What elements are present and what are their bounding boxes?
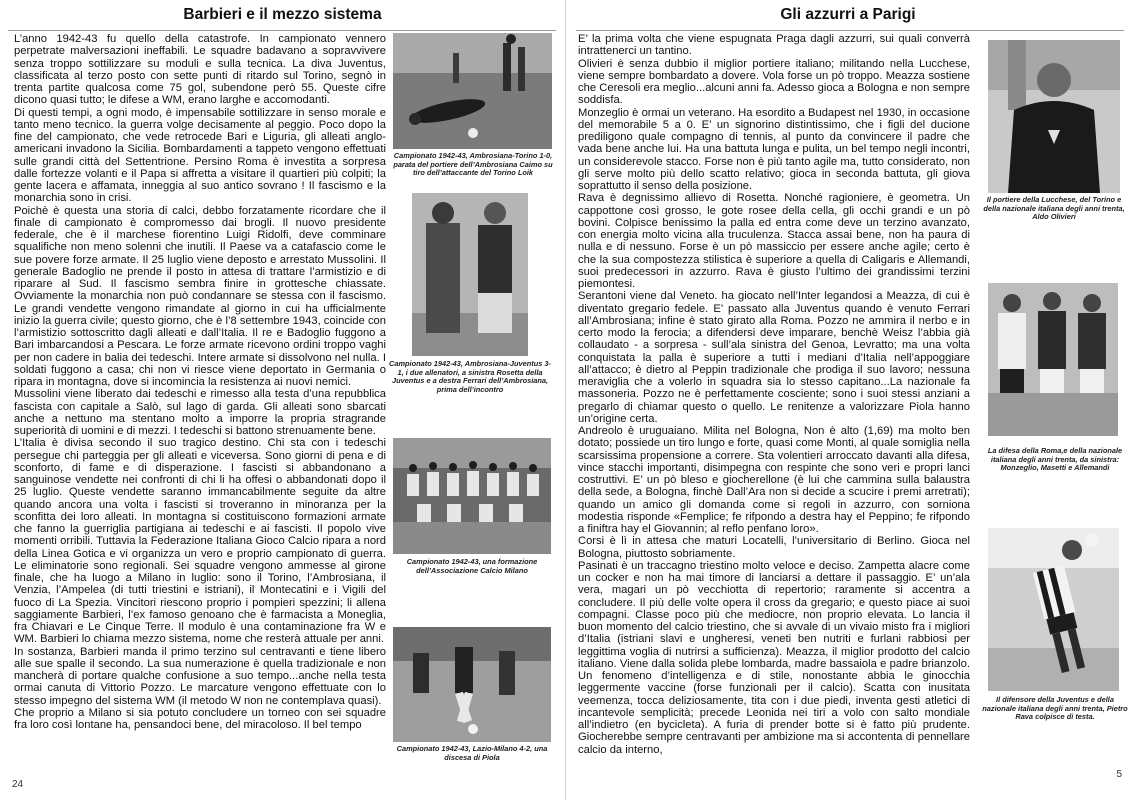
left-page-title: Barbieri e il mezzo sistema [183, 6, 382, 23]
paragraph: Mussolini viene liberato dai tedeschi e rimesso alla testa d’una repubblica fascista con capitale a Salò, sul lago di garda. Gli alleati sono sbarcati anche a nettuno ma stentano molto a imporre la propria stragrande superiorità di uomini e di mezzi. I tedeschi si battono strenuamente bene. [14, 388, 386, 437]
right-page-number: 5 [1116, 769, 1122, 780]
caption-rava-header: Il difensore della Juventus e della nazionale italiana degli anni trenta, Pietro Rava colpisce di testa. [982, 695, 1128, 722]
paragraph: Corsi è lì in attesa che maturi Locatelli, l’universitario di Berlino. Gioca nel Bologna, piuttosto sobriamente. [578, 535, 970, 560]
paragraph: Serantoni viene dal Veneto. ha giocato nell’Inter legandosi a Meazza, di cui è diventato gregario fedele. E’ passato alla Juventus quando è venuto Ferrari all’Ambrosiana; infine è stato girato alla Roma. Pozzo ne ammira il nerbo e in certo modo la ferocia; a difendersi deve imparare, benchè Weisz l’abbia già collaudato - a sorpresa - sull’ala sinistra del Genoa, Levratto; ma una volta conquistata la palla è superiore a tutti i mediani d’Italia nell’appoggiare all’attacco; è dietro al Peppin tradizionale che prodiga il suo lavoro; nessuna meraviglia che a volerlo in squadra sia lo stesso capitano...La nazionale fa massoneria. Pozzo ne è perfettamente cosciente; sono i suoi stessi anziani a pregarlo di chiamar questo o quello. Le renitenze a valorizzare Piola hanno un’origine certa. [578, 290, 970, 425]
right-page [566, 0, 1130, 800]
photo-rava-header [988, 528, 1119, 691]
caption-roma-defence: La difesa della Roma,e della nazionale italiana degli anni trenta, da sinistra: Monzeglio, Masetti e Allemandi [987, 446, 1123, 473]
photo-roma-defence [988, 283, 1118, 436]
caption-goalkeeper-save: Campionato 1942-43, Ambrosiana-Torino 1-0, parata del portiere dell’Ambrosiana Caimo su tiro dell’attaccante del Torino Loik [393, 151, 553, 178]
paragraph: L’Italia è divisa secondo il suo tragico destino. Chi sta con i tedeschi persegue chi parteggia per gli alleati e viceversa. Sono giorni di pena e di sconforto, di fame e di disperazione. I fascisti si abbandonano a sanguinose vendette nei confronti di chi li ha offesi o abbandonati dopo il 25 luglio. Queste vendette saranno immancabilmente seguite da altre quando ancora una volta i fascisti si troveranno in minoranza per la sconfitta dei loro alleati. In montagna si costituiscono formazioni armate che fanno la guerriglia partigiana ai tedeschi e ai fascisti. Il popolo vive momenti orribili. Tuttavia la Federazione Italiana Gioco Calcio ripara a nord della Linea Gotica e vi organizza un vero e proprio campionato di guerra. Le eliminatorie sono regionali. Sei squadre vengono ammesse al girone finale, che ha luogo a Milano in luglio: sono il Torino, l’Ambrosiana, il Venzia, l’Ampelea (di tutti triestini e istriani), il Montecatini e i Vigili del fuoco di La Spezia. Vincitori riescono proprio i pompieri spezzini; li allena saggiamente Barbieri, l’ex famoso genoano che è farmacista a Moneglia, fra Chiavari e Le Cinque Terre. Il modulo è una contaminazione fra W e WM. Barbieri lo chiama mezzo sistema, nome che resterà attuale per anni. [14, 437, 386, 646]
photo-goalkeeper-save [393, 33, 552, 149]
paragraph: Monzeglio è ormai un veterano. Ha esordito a Budapest nel 1930, in occasione del memorabile 5 a 0. E’ un signorino distintissimo, che i figli del ducione prediligono quale compagno di tennis, al punto da convincere il padre che vada bene anche lui. Ha una battuta lunga e pulita, un bel tempo negli incontri, un considerevole stacco. Forse non è più tanto agile ma, tutto considerato, non gli serve molto più dello scatto relativo; gioca in seconda battuta, gli giova soprattutto il senso della posizione. [578, 106, 970, 192]
caption-milan-team: Campionato 1942-43, una formazione dell’Associazione Calcio Milano [406, 557, 538, 575]
caption-piola-run: Campionato 1942-43, Lazio-Milano 4-2, una discesa di Piola [396, 744, 548, 762]
left-title-rule [8, 30, 556, 31]
paragraph: E’ la prima volta che viene espugnata Praga dagli azzurri, sui quali converrà intrattenerci un tantino. [578, 33, 970, 58]
left-page-number: 24 [12, 779, 24, 790]
caption-olivieri: Il portiere della Lucchese, del Torino e della nazionale italiana degli anni trenta, Aldo Olivieri [983, 195, 1125, 222]
photo-milan-team [393, 438, 551, 554]
photo-two-coaches [412, 193, 528, 356]
paragraph: Pasinati è un traccagno triestino molto veloce e deciso. Zampetta alacre come un cocker e non ha mai timore di lanciarsi a dettare il passaggio. E’ un’ala vera, magari un pò vecchiotta di repertorio; raramente si accentra a concludere. Il più delle volte opera il cross da gregario; e questo piace ai suoi compagni. Classe poco più che mediocre, non proprio elevata. Lo lancia il buon momento del calcio triestino, che si avvale di un vivaio misto fra i migliori d’Italia (istriani slavi e ungheresi, veneti ben nutriti e furlani rabbiosi per leggittima voglia di nutrirsi a sufficienza). Meazza, il miglior prodotto del calcio italiano. Viene dalla solida plebe lombarda, madre bassaiola e padre brianzolo. Un fenomeno d’intelligenza e di stile, nonostante abbia le ginocchia leggermente vaccine (forse funzionali per il calcio). Scatta con inusitata veemenza, tocca deliziosamente, tita con i due piedi, inventa gesti atletici di incantevole semplicità; precede Leonida nei tiri a volo con salto mondiale all’indietro (en bycicleta). A furia di prender botte si è fatto più prudente. Giocherebbe sempre centravanti per ambizione ma si accontenta di pennellare calcio da interno, [578, 559, 970, 756]
caption-two-coaches: Campionato 1942-43, Ambrosiana-Juventus 3-1, i due allenatori, a sinistra Rosetta della Juventus e a destra Ferrari dell’Ambrosiana, prima dell’incontro [389, 359, 551, 394]
paragraph: Olivieri è senza dubbio il miglior portiere italiano; militando nella Lucchese, viene sempre bombardato a dovere. Vola forse un pò troppo. Meazza sostiene che Ceresoli era meglio...alcuni anni fa. Adesso gioca a Bologna e non sempre soddisfa. [578, 57, 970, 107]
left-body-text [14, 33, 386, 776]
paragraph: Che proprio a Milano si sia potuto concludere un torneo con sei squadre fra loro così lontane ha, pensandoci bene, del miracoloso. Il bel tempo [14, 706, 386, 731]
right-title-rule [576, 30, 1124, 31]
photo-olivieri [988, 40, 1120, 193]
paragraph: Rava è degnissimo allievo di Rosetta. Nonché ragioniere, è geometra. Un cappottone così grosso, le gote rosee della cella, gli occhi grandi e un pò bovini. Colpisce benissimo la palla ed entra come deve un terzino avanzato, con energia molto vicina alla truculenza. Stacca assai bene, non ha paura di nulla e di nessuno. Forse è un pò massiccio per essere anche agile; certo è che la sua compostezza stilistica è superiore a quella di Caligaris e Allemandi, suoi predecessori in azzurro. Rava è giusto l’ultimo dei grandissimi terzini piemontesi. [578, 192, 970, 290]
photo-piola-run [393, 627, 551, 742]
right-page-title: Gli azzurri a Parigi [780, 6, 916, 23]
paragraph: In sostanza, Barbieri manda il primo terzino sul centravanti e tiene libero alle sue spalle il secondo. La sua numerazione è quella tradizionale e non mancherà di portare qualche confusione a suo tempo...anche nella testa ormai canuta di Vittorio Pozzo. Le marcature vengono effettuate con lo stesso impegno del sistema WM (il metodo W non ne contemplava quasi). [14, 645, 386, 707]
paragraph: Poichè è questa una storia di calci, debbo forzatamente ricordare che il finale di campionato è compromesso dai brogli. Il nuovo presidente federale, che è il marchese fiorentino Luigi Ridolfi, deve comminare squalifiche non meno solenni che inutili. Il Paese va a catafascio come le sue povere forze armate. Il 25 luglio viene deposto e arrestato Mussolini. Il generale Badoglio ne prende il posto in attesa di trattare l’armistizio e di riparare al Sud. Il fascismo sembra finire in grottesche chiassate. Ovviamente la monarchia non può condannare se stessa con il fascismo. Le grandi vendette vengono rimandate al giorno in cui ha ufficialmente inizio la guerra civile; questo giorno, che è l’8 settembre 1943, coincide con l’armistizio sottoscritto dagli alleati e dall’Italia. Il re e Badoglio fuggono a Bari imbarcandosi a Pescara. Le forze armate ricevono ordini troppo vaghi per non cadere in balia dei tedeschi. Intere armate si dissolvono nel nulla. I soldati fuggono a casa; chi non vi riesce viene deportato in Germania o ripara in montagna, dove si incomincia la resistenza ai nuovi nemici. [14, 204, 386, 388]
paragraph: Andreolo è uruguaiano. Milita nel Bologna, Non è alto (1,69) ma molto ben dotato; possiede un tiro lungo e forte, quasi come Monti, al quale somiglia nella scarsissima propensione a correre. Sta volentieri arroccato davanti alla difesa, vince stacchi importanti, disimpegna con respinte che sono veri e propri lanci costruttivi. E’ un pò bleso e giocherellone (è lui che cammina sulla balaustra della sede, a Bologna, finchè Dall’Ara non si decide a scucire i premi arretrati); quando un amico gli domanda come si regoli in azzurro, con sorniona modestia risponde «Femplice; fe rifpondo a destra hay el Peppino; fe rifpondo a finiftra hay el Giovannin; al reflo penfano loro». [578, 425, 970, 535]
paragraph: L’anno 1942-43 fu quello della catastrofe. In campionato vennero perpetrate malversazioni ineffabili. Le squadre badavano a sopravvivere senza troppo sottilizzare su moduli e sulla tecnica. La diva Juventus, classificata al terzo posto con sette punti di ritardo sul Torino, segnò in trenta partite qualcosa come 75 gol, subendone però 55. Queste cifre dicono quasi tutto; le difese a WM, erano larghe e accomodanti. [14, 33, 386, 107]
paragraph: Di questi tempi, a ogni modo, è impensabile sottilizzare in senso morale e tanto meno tecnico. la guerra volge decisamente al peggio. Poco dopo la fine del campionato, che vede retrocede Bari e Liguria, gli alleati anglo-americani invadono la Sicilia. Bombardamenti a tappeto vengono effettuati sulle grandi città del Settentrione. Persino Roma è investita a sorpresa dalle fortezze volanti e il Papa si affretta a visitare il quartieri più colpiti; la gente lacera e affamata, inneggia al suo antico sovrano ! Il fascismo e la monarchia sono in crisi. [14, 106, 386, 205]
right-body-text [578, 33, 970, 778]
